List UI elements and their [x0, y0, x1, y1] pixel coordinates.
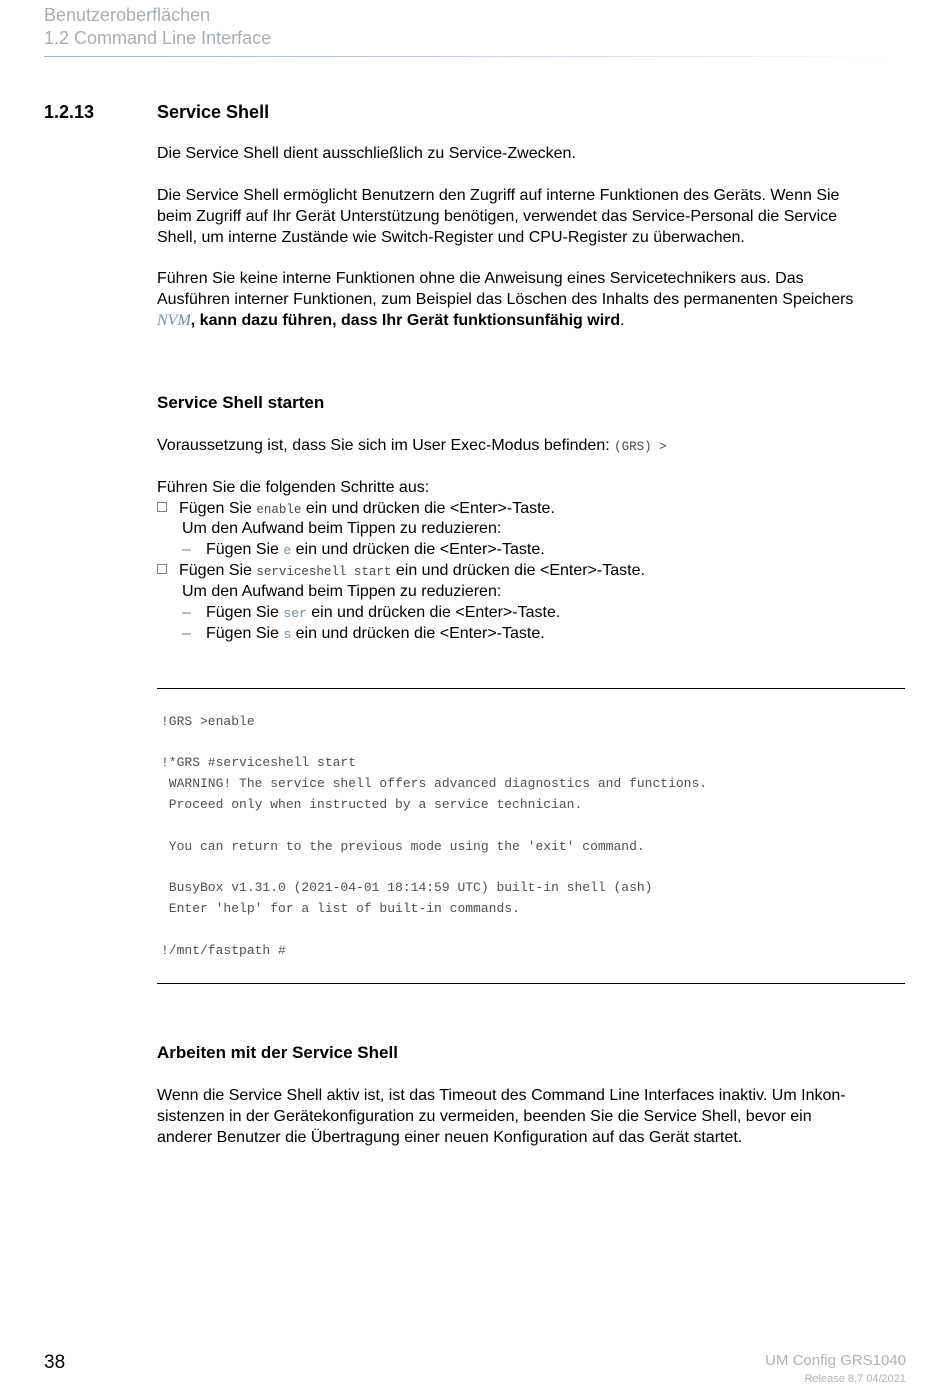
subheading-start: Service Shell starten: [157, 393, 325, 412]
sub2-code: ser: [283, 606, 307, 621]
step1-code: enable: [256, 503, 302, 517]
header-section: 1.2 Command Line Interface: [44, 28, 272, 48]
code-block-top-rule: [157, 688, 905, 689]
intro-p3-line3: [157, 310, 909, 331]
step1-post: ein und drücken die <Enter>-Taste.: [301, 500, 555, 517]
step-2-hint: Um den Aufwand beim Tippen zu reduzieren:: [182, 583, 502, 600]
prerequisite: [157, 435, 667, 458]
warning-end: .: [620, 312, 625, 329]
step-2-sub-1: [182, 602, 560, 624]
code-block-bottom-rule: [157, 983, 905, 984]
code-line-8: !/mnt/fastpath #: [161, 943, 286, 958]
intro-paragraph-1: [157, 143, 909, 164]
code-line-1: !GRS >enable: [161, 714, 255, 729]
step-1-hint: Um den Aufwand beim Tippen zu reduzieren:: [182, 520, 502, 537]
working-paragraph: [157, 1085, 909, 1148]
intro-p1-text: Die Service Shell dient ausschließlich zu Service-Zwecken.: [157, 145, 576, 162]
dash-icon: –: [182, 541, 191, 558]
step-2-sub-2: [182, 623, 545, 645]
sub2-pre: Fügen Sie: [206, 604, 284, 621]
step-1-sub: [182, 539, 545, 561]
step2-post: ein und drücken die <Enter>-Taste.: [391, 562, 645, 579]
sub1-post: ein und drücken die <Enter>-Taste.: [291, 541, 545, 558]
intro-p2-line3: Shell, um interne Zustände wie Switch-Register und CPU-Register zu überwachen.: [157, 229, 745, 246]
code-line-2: !*GRS #serviceshell start: [161, 755, 357, 770]
sub2-post: ein und drücken die <Enter>-Taste.: [306, 604, 561, 621]
prerequisite-text: Voraussetzung ist, dass Sie sich im User Exec-Modus befinden:: [157, 437, 615, 454]
steps-intro: Führen Sie die folgenden Schritte aus:: [157, 479, 430, 496]
header-chapter: Benutzeroberflächen: [44, 5, 211, 25]
code-line-6: BusyBox v1.31.0 (2021-04-01 18:14:59 UTC) built-in shell (ash): [161, 880, 653, 895]
sub1-pre: Fügen Sie: [206, 541, 284, 558]
intro-paragraph-2: [157, 185, 909, 248]
dash-icon: –: [182, 604, 191, 621]
dash-icon: –: [182, 625, 191, 642]
header-divider: [44, 56, 884, 57]
working-line1: Wenn die Service Shell aktiv ist, ist das Timeout des Command Line Interfaces inaktiv. Um Inkon-: [157, 1087, 846, 1104]
code-line-3: WARNING! The service shell offers advanced diagnostics and functions.: [161, 776, 708, 791]
prompt-code: (GRS) >: [614, 440, 667, 454]
step2-code: serviceshell start: [256, 565, 392, 579]
step-2: [157, 560, 645, 583]
section-title: Service Shell: [157, 102, 270, 122]
sub1-code: e: [283, 543, 292, 558]
checkbox-icon: [157, 502, 167, 512]
checkbox-icon: [157, 564, 167, 574]
step1-pre: Fügen Sie: [179, 500, 257, 517]
code-line-7: Enter 'help' for a list of built-in commands.: [161, 901, 520, 916]
working-line3: anderer Benutzer die Übertragung einer neuen Konfiguration auf das Gerät startet.: [157, 1129, 743, 1146]
footer-release: Release 8.7 04/2021: [804, 1373, 906, 1385]
page-number: 38: [44, 1352, 66, 1373]
intro-p3-line1: Führen Sie keine interne Funktionen ohne die Anweisung eines Servicetechnikers aus. Das: [157, 270, 804, 287]
sub3-post: ein und drücken die <Enter>-Taste.: [291, 625, 545, 642]
section-number: 1.2.13: [44, 102, 95, 122]
step2-pre: Fügen Sie: [179, 562, 257, 579]
sub3-pre: Fügen Sie: [206, 625, 284, 642]
intro-p2-line2: beim Zugriff auf Ihr Gerät Unterstützung benötigen, verwendet das Service-Personal die Service: [157, 208, 838, 225]
subheading-working: Arbeiten mit der Service Shell: [157, 1043, 398, 1062]
intro-p3-line2: Ausführen interner Funktionen, zum Beispiel das Löschen des Inhalts des permanenten Speichers: [157, 291, 854, 308]
nvm-reference: NVM: [157, 312, 191, 329]
footer-doc-name: UM Config GRS1040: [765, 1352, 906, 1369]
warning-bold-text: , kann dazu führen, dass Ihr Gerät funktionsunfähig wird: [190, 312, 621, 329]
working-line2: sistenzen in der Gerätekonfiguration zu vermeiden, beenden Sie die Service Shell, bevor ein: [157, 1108, 812, 1125]
sub3-code: s: [283, 627, 292, 642]
intro-p2-line1: Die Service Shell ermöglicht Benutzern den Zugriff auf interne Funktionen des Geräts. Wenn Sie: [157, 187, 840, 204]
code-line-4: Proceed only when instructed by a service technician.: [161, 797, 583, 812]
code-line-5: You can return to the previous mode using the 'exit' command.: [161, 839, 645, 854]
intro-paragraph-3: [157, 268, 909, 331]
